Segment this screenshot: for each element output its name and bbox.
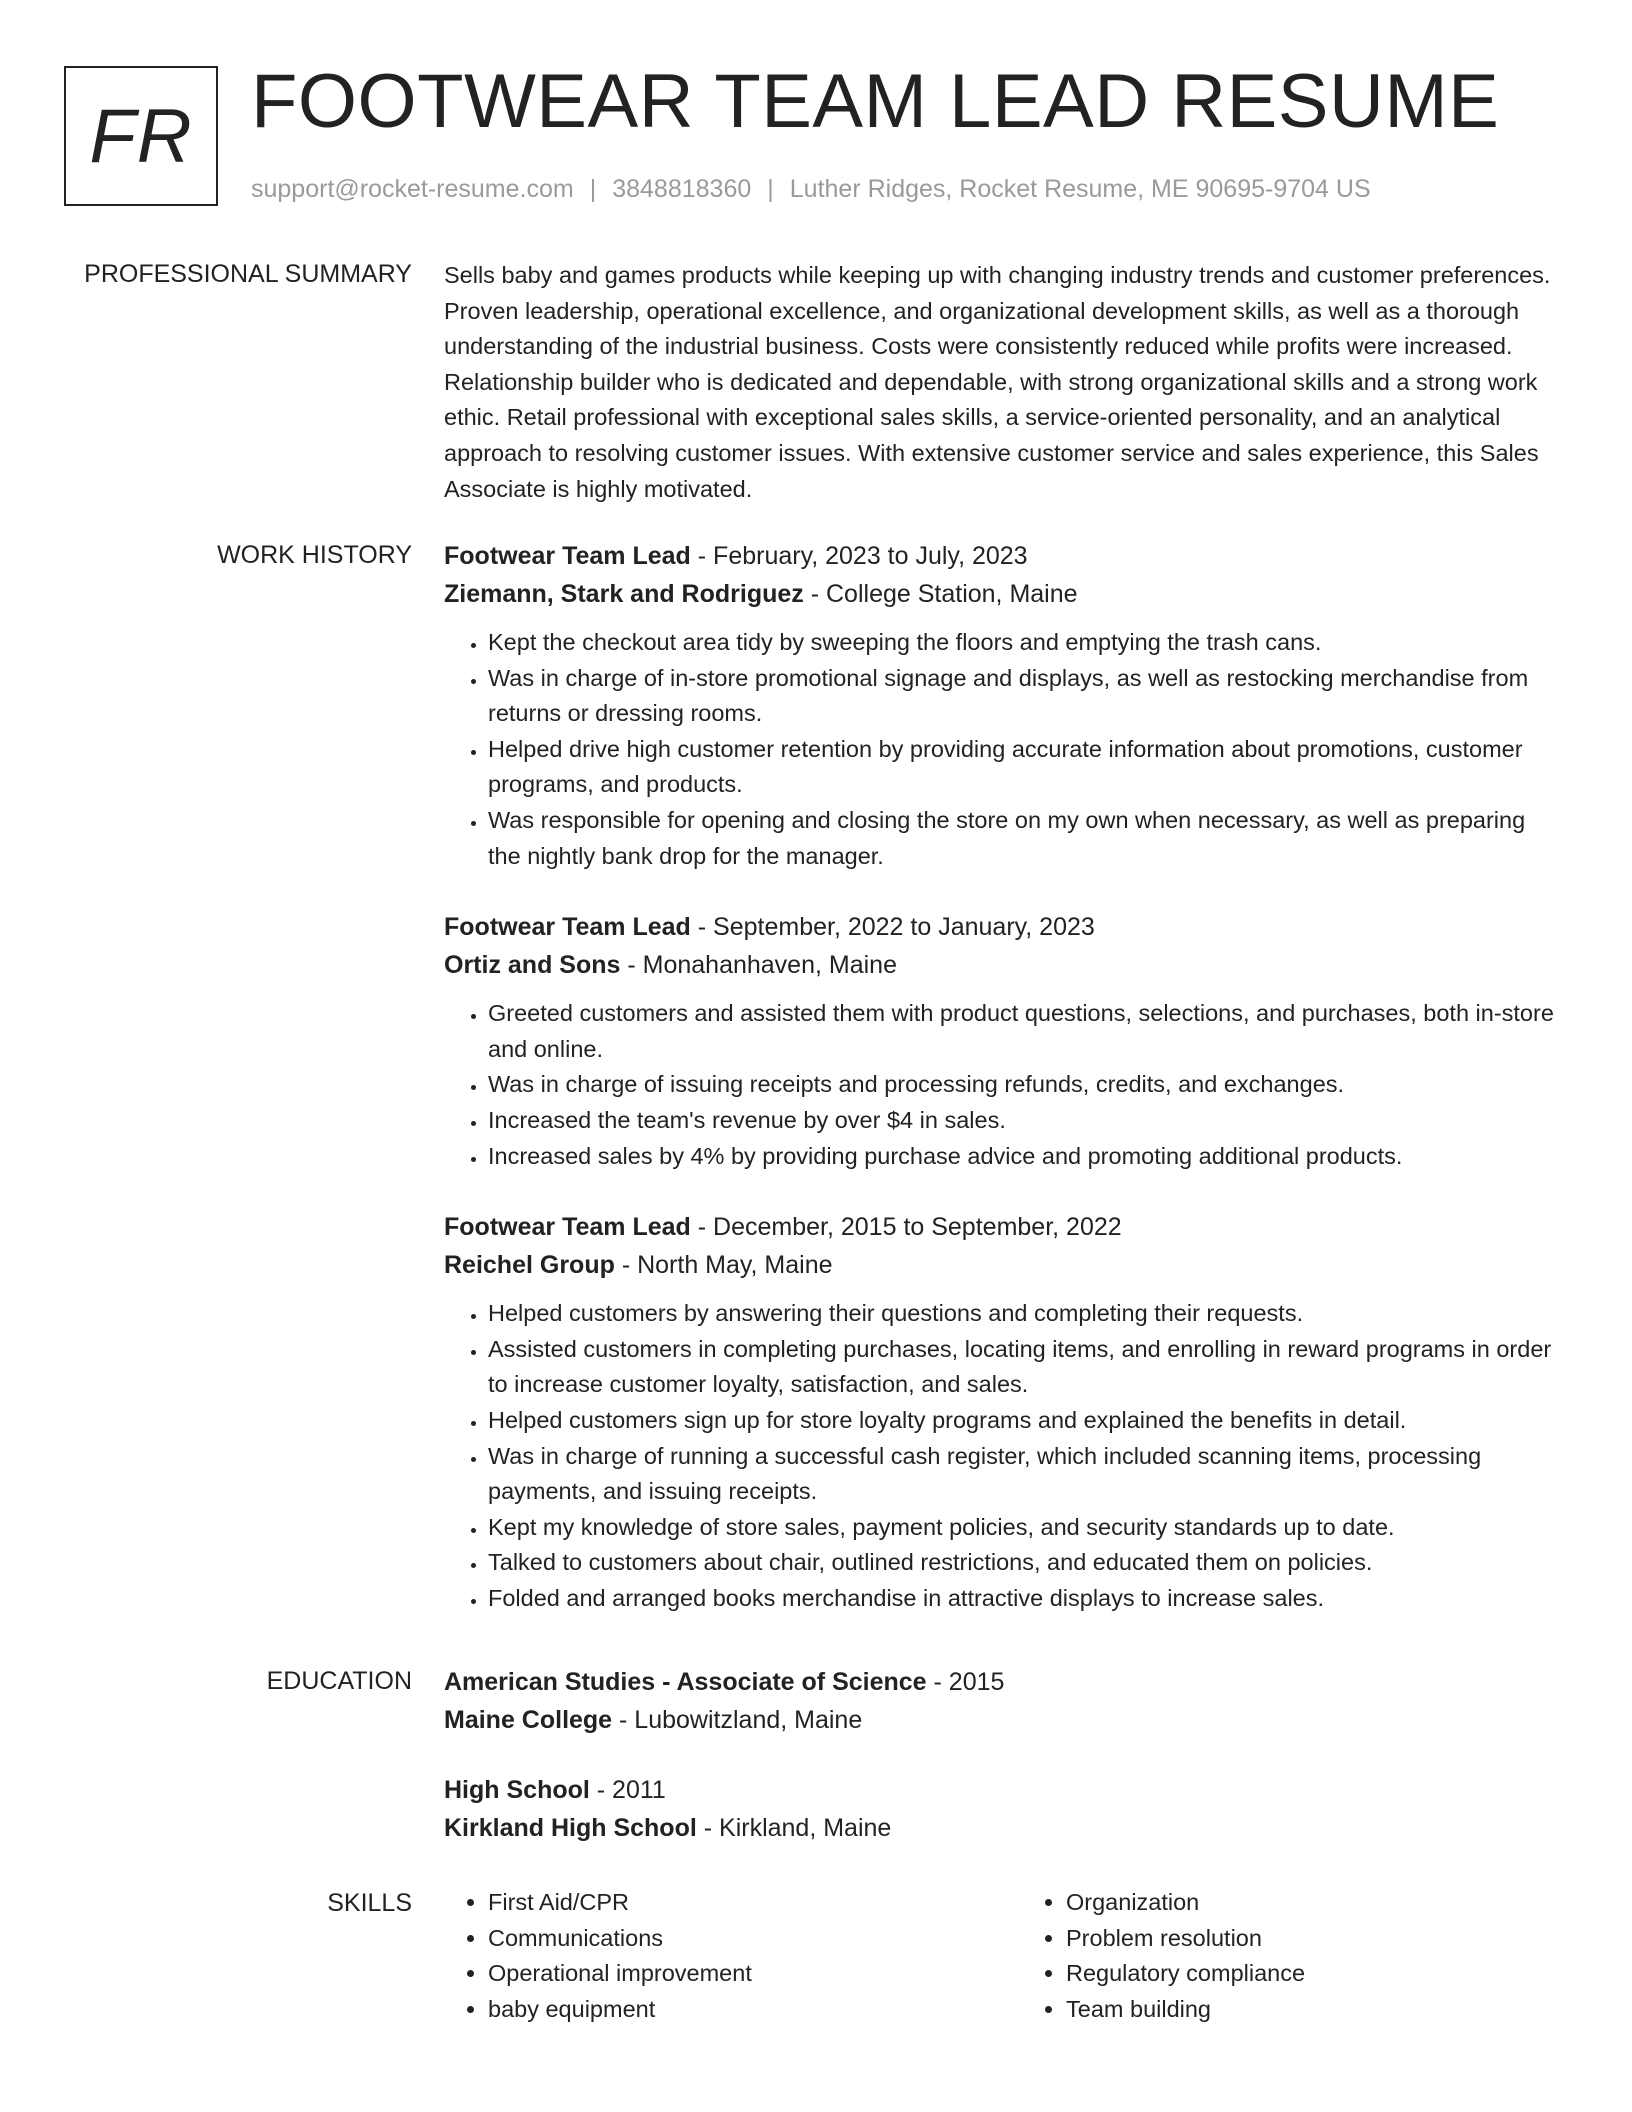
job-bullet: • Greeted customers and assisted them with product questions, selections, and purchases, both in-store and online. xyxy=(488,996,1556,1067)
skill-item: • Team building xyxy=(1066,1992,1556,2028)
summary-body xyxy=(444,258,1556,507)
job-bullet: • Talked to customers about chair, outlined restrictions, and educated them on policies. xyxy=(488,1545,1556,1581)
job-bullet: • Kept my knowledge of store sales, payment policies, and security standards up to date. xyxy=(488,1510,1556,1546)
job-bullet: • Increased the team's revenue by over $4 in sales. xyxy=(488,1103,1556,1139)
job-title: Footwear Team Lead xyxy=(444,1213,691,1242)
section-label-skills: SKILLS xyxy=(327,1889,412,1917)
work-history-body xyxy=(444,537,1556,1650)
job-company: Ortiz and Sons xyxy=(444,951,621,980)
job-title-line xyxy=(444,908,1556,946)
monogram-badge: FR xyxy=(64,66,218,206)
education-entry xyxy=(444,1663,1556,1739)
section-label-summary: PROFESSIONAL SUMMARY xyxy=(84,260,412,288)
job-title-line xyxy=(444,1208,1556,1246)
job-title: Footwear Team Lead xyxy=(444,913,691,942)
job-bullet: • Was in charge of in-store promotional signage and displays, as well as restocking merchandise from returns or dressing rooms. xyxy=(488,661,1556,732)
job-bullet: • Was in charge of issuing receipts and processing refunds, credits, and exchanges. xyxy=(488,1067,1556,1103)
education-location: - Kirkland, Maine xyxy=(696,1814,892,1842)
job-entry xyxy=(444,908,1556,1174)
skills-columns xyxy=(444,1885,1556,2027)
education-body xyxy=(444,1663,1556,1879)
job-dates: - December, 2015 to September, 2022 xyxy=(690,1213,1122,1242)
education-degree: High School xyxy=(444,1776,590,1804)
job-dates: - September, 2022 to January, 2023 xyxy=(690,913,1095,942)
contact-address: Luther Ridges, Rocket Resume, ME 90695-9704 US xyxy=(789,175,1371,203)
education-school-line xyxy=(444,1809,1556,1847)
education-degree: American Studies - Associate of Science xyxy=(444,1668,927,1696)
job-bullet: • Helped customers by answering their questions and completing their requests. xyxy=(488,1296,1556,1332)
summary-text: Sells baby and games products while keeping up with changing industry trends and customer preferences. Proven leadership, operational excellence, and organizational development skills, as well as a thorough understanding of the industrial business. Costs were consistently reduced while profits were increased. Relationship builder who is dedicated and dependable, with strong organizational skills and a strong work ethic. Retail professional with exceptional sales skills, a service-oriented personality, and an analytical approach to resolving customer issues. With extensive customer service and sales experience, this Sales Associate is highly motivated. xyxy=(444,262,1551,502)
job-bullet: • Increased sales by 4% by providing purchase advice and promoting additional products. xyxy=(488,1139,1556,1175)
skill-item: • Regulatory compliance xyxy=(1066,1956,1556,1992)
skill-item: • Communications xyxy=(488,1921,978,1957)
job-company: Ziemann, Stark and Rodriguez xyxy=(444,580,804,608)
skill-item: • Problem resolution xyxy=(1066,1921,1556,1957)
education-school: Maine College xyxy=(444,1706,613,1734)
education-entry xyxy=(444,1771,1556,1847)
job-title: Footwear Team Lead xyxy=(444,542,691,570)
section-label-education: EDUCATION xyxy=(266,1667,412,1695)
job-bullet: • Was in charge of running a successful cash register, which included scanning items, processing payments, and issuing receipts. xyxy=(488,1439,1556,1510)
education-school-line xyxy=(444,1701,1556,1739)
job-location: - North May, Maine xyxy=(614,1251,833,1280)
education-location: - Lubowitzland, Maine xyxy=(612,1706,863,1734)
education-year: - 2011 xyxy=(589,1776,666,1804)
skill-item: • Operational improvement xyxy=(488,1956,978,1992)
job-title-line xyxy=(444,537,1556,575)
job-company-line xyxy=(444,946,1556,984)
skills-body xyxy=(444,1885,1556,2027)
job-bullet: • Helped customers sign up for store loyalty programs and explained the benefits in detail. xyxy=(488,1403,1556,1439)
job-bullet: • Folded and arranged books merchandise in attractive displays to increase sales. xyxy=(488,1581,1556,1617)
skill-item: • baby equipment xyxy=(488,1992,978,2028)
contact-separator: | xyxy=(589,175,597,203)
page-title: FOOTWEAR TEAM LEAD RESUME xyxy=(251,59,1500,144)
skills-list-right xyxy=(1022,1885,1556,2027)
job-company-line xyxy=(444,575,1556,613)
education-degree-line xyxy=(444,1663,1556,1701)
skill-item: • Organization xyxy=(1066,1885,1556,1921)
job-bullets xyxy=(444,625,1556,874)
job-company: Reichel Group xyxy=(444,1251,615,1280)
contact-line xyxy=(251,172,1371,206)
job-dates: - February, 2023 to July, 2023 xyxy=(690,542,1028,570)
job-location: - College Station, Maine xyxy=(803,580,1078,608)
job-location: - Monahanhaven, Maine xyxy=(620,951,897,980)
job-entry xyxy=(444,1208,1556,1616)
job-bullets xyxy=(444,1296,1556,1616)
job-bullet: • Kept the checkout area tidy by sweeping the floors and emptying the trash cans. xyxy=(488,625,1556,661)
education-year: - 2015 xyxy=(926,1668,1005,1696)
job-bullet: • Helped drive high customer retention by providing accurate information about promotions, customer programs, and products. xyxy=(488,732,1556,803)
section-label-work-history: WORK HISTORY xyxy=(217,541,412,569)
job-entry xyxy=(444,537,1556,874)
job-bullet: • Assisted customers in completing purchases, locating items, and enrolling in reward programs in order to increase customer loyalty, satisfaction, and sales. xyxy=(488,1332,1556,1403)
job-company-line xyxy=(444,1246,1556,1284)
job-bullets xyxy=(444,996,1556,1174)
contact-separator: | xyxy=(767,175,774,203)
skill-item: • First Aid/CPR xyxy=(488,1885,978,1921)
job-bullet: • Was responsible for opening and closing the store on my own when necessary, as well as preparing the nightly bank drop for the manager. xyxy=(488,803,1556,874)
education-degree-line xyxy=(444,1771,1556,1809)
skills-list-left xyxy=(444,1885,978,2027)
education-school: Kirkland High School xyxy=(444,1814,697,1842)
contact-phone: 3848818360 xyxy=(612,175,752,203)
contact-email: support@rocket-resume.com xyxy=(251,175,574,203)
